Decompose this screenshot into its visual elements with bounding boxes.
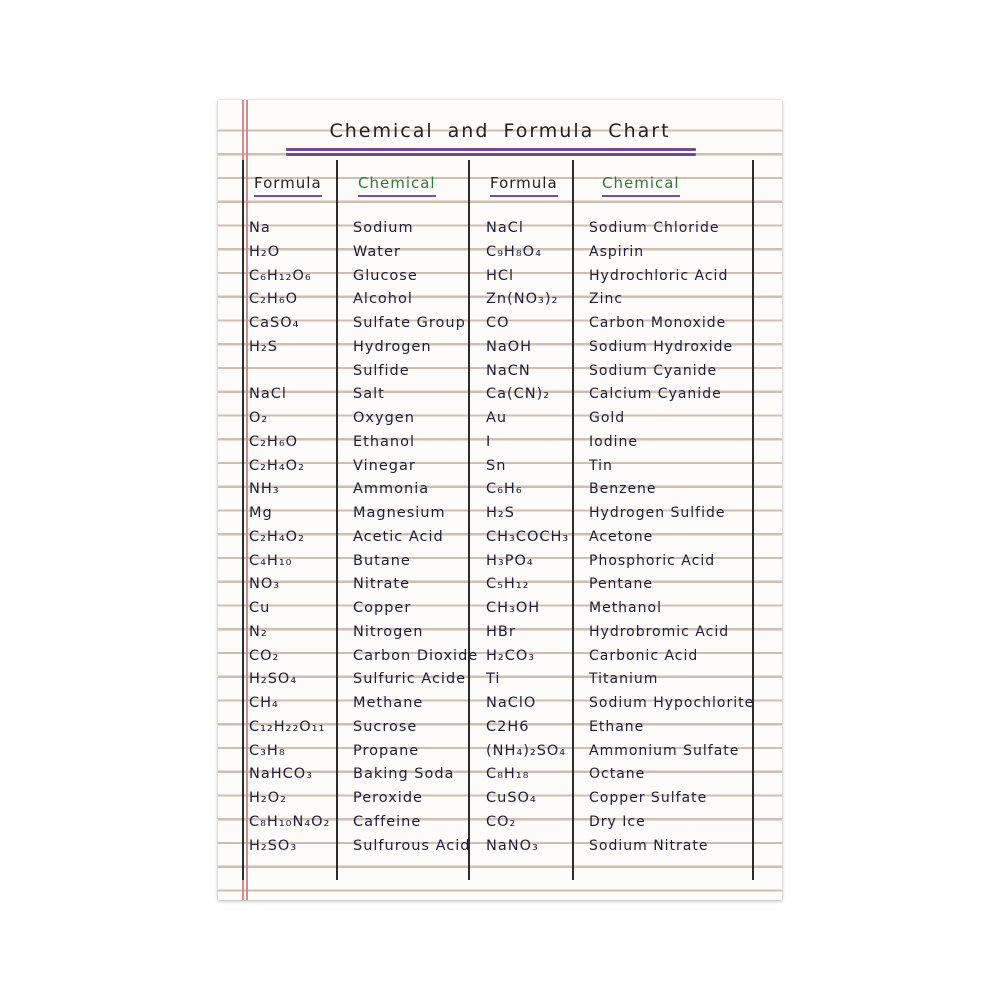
table-row [218, 646, 782, 670]
formula-cell: Ca(CN)₂ [486, 386, 551, 403]
chemical-cell: Carbonic Acid [589, 647, 699, 664]
chemical-cell: Water [353, 243, 401, 260]
formula-cell: C₄H₁₀ [249, 552, 293, 569]
table-row [218, 242, 782, 266]
table-row [218, 717, 782, 741]
formula-cell: H₂SO₄ [249, 671, 298, 688]
table-row [218, 574, 782, 598]
formula-cell: CuSO₄ [486, 790, 537, 806]
chemical-cell: Nitrogen [353, 623, 424, 640]
table-row [218, 289, 782, 313]
chemical-cell: Titanium [589, 671, 659, 688]
chemical-cell: Alcohol [353, 291, 413, 308]
chemical-cell: Sodium Cyanide [589, 362, 718, 379]
chemical-cell: Peroxide [353, 790, 423, 806]
formula-cell: C₂H₄O₂ [249, 528, 305, 545]
formula-cell: C₁₂H₂₂O₁₁ [249, 718, 326, 735]
chemical-cell: Acetone [589, 528, 654, 545]
chemical-cell: Acetic Acid [353, 528, 444, 545]
formula-cell: C₃H₈ [249, 742, 286, 759]
chemical-cell: Oxygen [353, 410, 415, 426]
table-row [218, 503, 782, 527]
title-underline [286, 148, 696, 151]
formula-cell: CO₂ [486, 813, 517, 830]
chemical-cell: Hydrochloric Acid [589, 267, 729, 284]
formula-cell: H₂SO₃ [249, 837, 298, 854]
chemical-cell: Hydrogen Sulfide [589, 505, 726, 521]
chemical-cell: Zinc [589, 291, 624, 308]
chemical-cell: Gold [589, 410, 626, 426]
chemical-cell: Hydrobromic Acid [589, 623, 730, 640]
formula-cell: C₅H₁₂ [486, 576, 530, 593]
chemical-cell: Copper Sulfate [589, 790, 708, 806]
formula-cell: I [486, 433, 492, 450]
table-row [218, 693, 782, 717]
chemical-cell: Aspirin [589, 243, 645, 260]
table-row [218, 741, 782, 765]
formula-cell: C₉H₈O₄ [486, 243, 542, 260]
chemical-cell: Caffeine [353, 813, 422, 830]
formula-cell: H₂S [486, 505, 515, 521]
chemical-cell: Salt [353, 386, 385, 403]
chemical-cell: Benzene [589, 481, 657, 498]
table-row [218, 361, 782, 385]
chemical-cell: Sodium Chloride [589, 220, 720, 236]
formula-cell: Ti [486, 671, 501, 688]
formula-cell: H₂S [249, 338, 278, 355]
formula-cell: C₂H₆O [249, 291, 299, 308]
chemical-cell: Methane [353, 695, 424, 711]
header-chemical-2 [602, 174, 680, 197]
table-row [218, 598, 782, 622]
formula-cell: NO₃ [249, 576, 281, 593]
table-row [218, 622, 782, 646]
chemical-cell: Ammonium Sulfate [589, 742, 740, 759]
formula-cell: NaCl [249, 386, 287, 403]
table-row [218, 479, 782, 503]
chemical-cell: Glucose [353, 267, 418, 284]
formula-cell: H₂CO₃ [486, 647, 536, 664]
chemical-cell: Sodium Nitrate [589, 837, 709, 854]
header-formula-1-label: Formula [254, 174, 322, 197]
chemical-cell: Sulfide [353, 362, 410, 379]
formula-cell: C₈H₁₈ [486, 766, 530, 783]
chemical-cell: Sulfuric Acide [353, 671, 467, 688]
chemical-cell: Sodium Hydroxide [589, 338, 734, 355]
table-row [218, 812, 782, 836]
chemical-cell: Iodine [589, 433, 638, 450]
formula-cell: HCl [486, 267, 515, 284]
chemical-cell: Propane [353, 742, 420, 759]
chemical-cell: Hydrogen [353, 338, 432, 355]
table-row [218, 788, 782, 812]
formula-cell: H₂O₂ [249, 790, 287, 806]
header-chemical-1-label: Chemical [358, 174, 436, 197]
formula-cell: Au [486, 410, 508, 426]
formula-cell: C₆H₁₂O₆ [249, 267, 312, 284]
formula-cell: C₈H₁₀N₄O₂ [249, 813, 331, 830]
formula-cell: HBr [486, 623, 516, 640]
formula-cell: NaCl [486, 220, 524, 236]
formula-cell: NH₃ [249, 481, 280, 498]
chemical-cell: Pentane [589, 576, 653, 593]
chemical-cell: Ethane [589, 718, 645, 735]
notebook-page [218, 100, 782, 900]
chemical-cell: Sulfurous Acid [353, 837, 471, 854]
header-formula-2 [490, 174, 558, 197]
formula-cell: Sn [486, 457, 507, 474]
chemical-cell: Phosphoric Acid [589, 552, 716, 569]
chemical-cell: Sucrose [353, 718, 418, 735]
chemical-cell: Calcium Cyanide [589, 386, 722, 403]
formula-cell: C₆H₆ [486, 481, 523, 498]
formula-cell: NaCN [486, 362, 531, 379]
chemical-cell: Sulfate Group [353, 315, 466, 331]
formula-cell: NaClO [486, 695, 537, 711]
formula-cell: (NH₄)₂SO₄ [486, 742, 567, 759]
formula-cell: H₃PO₄ [486, 552, 534, 569]
formula-cell: C₂H₆O [249, 433, 299, 450]
formula-cell: CO₂ [249, 647, 280, 664]
chemical-cell: Octane [589, 766, 646, 783]
header-formula-1 [254, 174, 322, 197]
formula-cell: CaSO₄ [249, 315, 300, 331]
table-row [218, 669, 782, 693]
formula-cell: N₂ [249, 623, 268, 640]
chemical-cell: Ethanol [353, 433, 416, 450]
formula-cell: CH₃OH [486, 600, 541, 616]
chemical-cell: Copper [353, 600, 412, 616]
formula-cell: NaNO₃ [486, 837, 539, 854]
table-row [218, 337, 782, 361]
formula-cell: NaOH [486, 338, 533, 355]
formula-cell: O₂ [249, 410, 269, 426]
chemical-cell: Carbon Dioxide [353, 647, 479, 664]
formula-cell: C₂H₄O₂ [249, 457, 305, 474]
table-row [218, 456, 782, 480]
chemical-cell: Ammonia [353, 481, 430, 498]
header-chemical-1 [358, 174, 436, 197]
formula-cell: C2H6 [486, 718, 530, 735]
page-title: Chemical and Formula Chart [329, 120, 671, 142]
header-chemical-2-label: Chemical [602, 174, 680, 197]
formula-cell: Mg [249, 505, 273, 521]
chemical-cell: Sodium Hypochlorite [589, 695, 755, 711]
table-row [218, 384, 782, 408]
formula-cell: H₂O [249, 243, 281, 260]
formula-cell: CH₃COCH₃ [486, 528, 570, 545]
chemical-cell: Tin [589, 457, 613, 474]
chemical-cell: Baking Soda [353, 766, 455, 783]
chemical-cell: Sodium [353, 220, 414, 236]
chemical-cell: Nitrate [353, 576, 411, 593]
formula-cell: Na [249, 220, 271, 236]
table-row [218, 313, 782, 337]
chemical-cell: Methanol [589, 600, 662, 616]
formula-cell: CH₄ [249, 695, 279, 711]
table-row [218, 266, 782, 290]
chemical-cell: Butane [353, 552, 411, 569]
chemical-cell: Vinegar [353, 457, 416, 474]
table-row [218, 764, 782, 788]
chemical-cell: Magnesium [353, 505, 446, 521]
table-row [218, 218, 782, 242]
chemical-cell: Carbon Monoxide [589, 315, 727, 331]
formula-cell: CO [486, 315, 510, 331]
header-formula-2-label: Formula [490, 174, 558, 197]
table-row [218, 836, 782, 860]
formula-cell: NaHCO₃ [249, 766, 313, 783]
formula-cell: Zn(NO₃)₂ [486, 291, 559, 308]
table-row [218, 408, 782, 432]
table-row [218, 527, 782, 551]
formula-cell: Cu [249, 600, 271, 616]
table-row [218, 432, 782, 456]
chemical-cell: Dry Ice [589, 813, 646, 830]
table-row [218, 551, 782, 575]
title-underline [286, 153, 696, 156]
